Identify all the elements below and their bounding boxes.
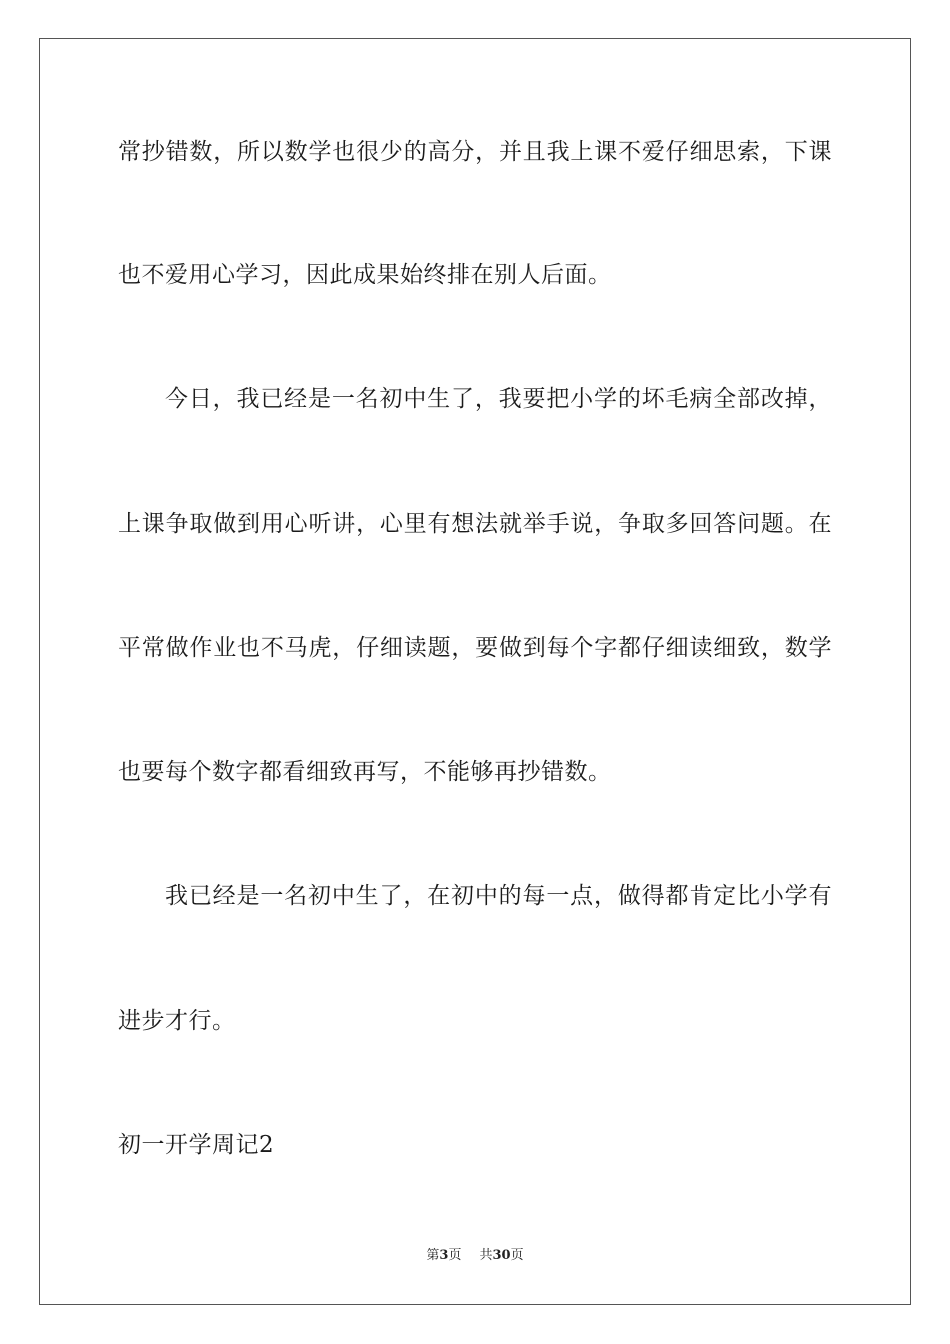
section-heading: 初一开学周记2: [118, 1132, 275, 1158]
body-line-7: 我已经是一名初中生了，在初中的每一点，做得都肯定比小学有: [165, 883, 832, 909]
footer-page-prefix: 第: [426, 1248, 440, 1263]
body-line-6: 也要每个数字都看细致再写，不能够再抄错数。: [118, 759, 612, 785]
body-line-8: 进步才行。: [118, 1008, 236, 1034]
body-line-3: 今日，我已经是一名初中生了，我要把小学的坏毛病全部改掉，: [165, 386, 832, 412]
footer-page-suffix: 页: [448, 1248, 462, 1263]
footer-total-prefix: 共: [479, 1248, 493, 1263]
body-line-2: 也不爱用心学习，因此成果始终排在别人后面。: [118, 262, 612, 288]
body-line-1: 常抄错数，所以数学也很少的高分，并且我上课不爱仔细思索，下课: [118, 139, 832, 165]
page-border: [39, 38, 911, 1305]
footer-page-number: 3: [439, 1248, 449, 1263]
page-footer: [0, 1247, 950, 1265]
footer-total-number: 30: [492, 1248, 511, 1263]
footer-total-suffix: 页: [510, 1248, 524, 1263]
body-line-4: 上课争取做到用心听讲，心里有想法就举手说，争取多回答问题。在: [118, 511, 832, 537]
body-line-5: 平常做作业也不马虎，仔细读题，要做到每个字都仔细读细致，数学: [118, 635, 832, 661]
